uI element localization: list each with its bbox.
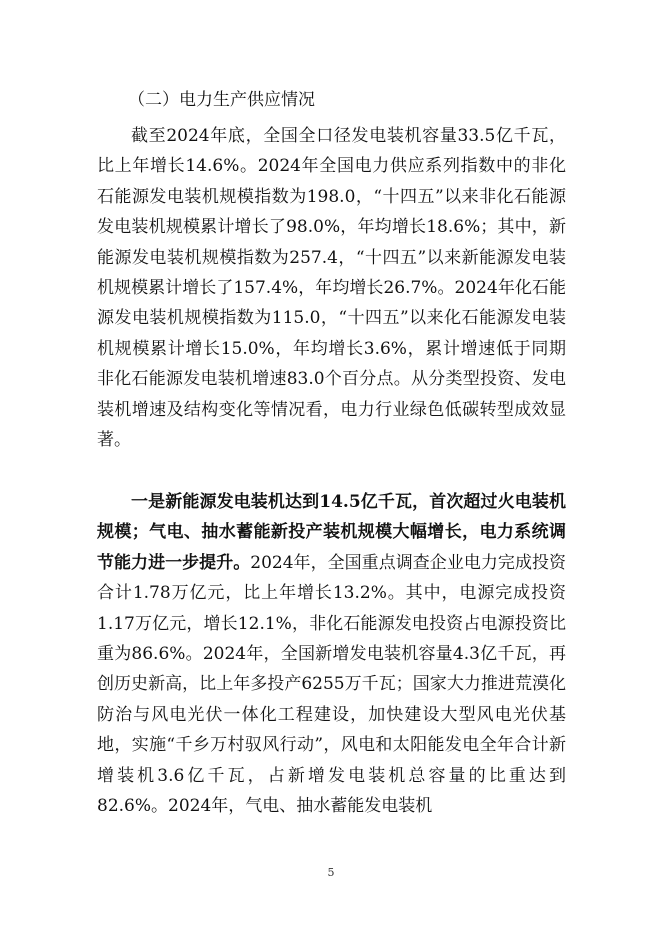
body-paragraph-installed-capacity: 截至2024年底，全国全口径发电装机容量33.5亿千瓦，比上年增长14.6%。2024年全国电力供应系列指数中的非化石能源发电装机规模指数为198.0，“十四五”以来非化石能源发电装机规模累计增长了98.0%，年均增长18.6%；其中，新能源发电装机规模指数为257.4，“十四五”以来新能源发电装机规模累计增长了157.4%，年均增长26.7%。2024年化石能源发电装机规模指数为115.0，“十四五”以来化石能源发电装机规模累计增长15.0%，年均增长3.6%，累计增速低于同期非化石能源发电装机增速83.0个百分点。从分类型投资、发电装机增速及结构变化等情况看，电力行业绿色低碳转型成效显著。: [97, 126, 566, 451]
paragraph-body-text: 2024年，全国重点调查企业电力完成投资合计1.78万亿元，比上年增长13.2%。其中，电源完成投资1.17万亿元，增长12.1%，非化石能源发电投资占电源投资比重为86.6%。2024年，全国新增发电装机容量4.3亿千瓦，再创历史新高，比上年多投产6255万千瓦；国家大力推进荒漠化防治与风电光伏一体化工程建设，加快建设大型风电光伏基地，实施“千乡万村驭风行动”，风电和太阳能发电全年合计新增装机3.6亿千瓦，占新增发电装机总容量的比重达到82.6%。2024年，气电、抽水蓄能发电装机: [97, 552, 566, 817]
paragraph-lead-bold: 一是新能源发电装机达到14.5亿千瓦，首次超过火电装机规模；气电、抽水蓄能新投产装机规模大幅增长，电力系统调节能力进一步提升。: [97, 492, 566, 573]
section-heading: （二）电力生产供应情况: [128, 90, 315, 110]
body-paragraph-new-energy: [97, 487, 566, 821]
page-number: 5: [327, 866, 335, 879]
